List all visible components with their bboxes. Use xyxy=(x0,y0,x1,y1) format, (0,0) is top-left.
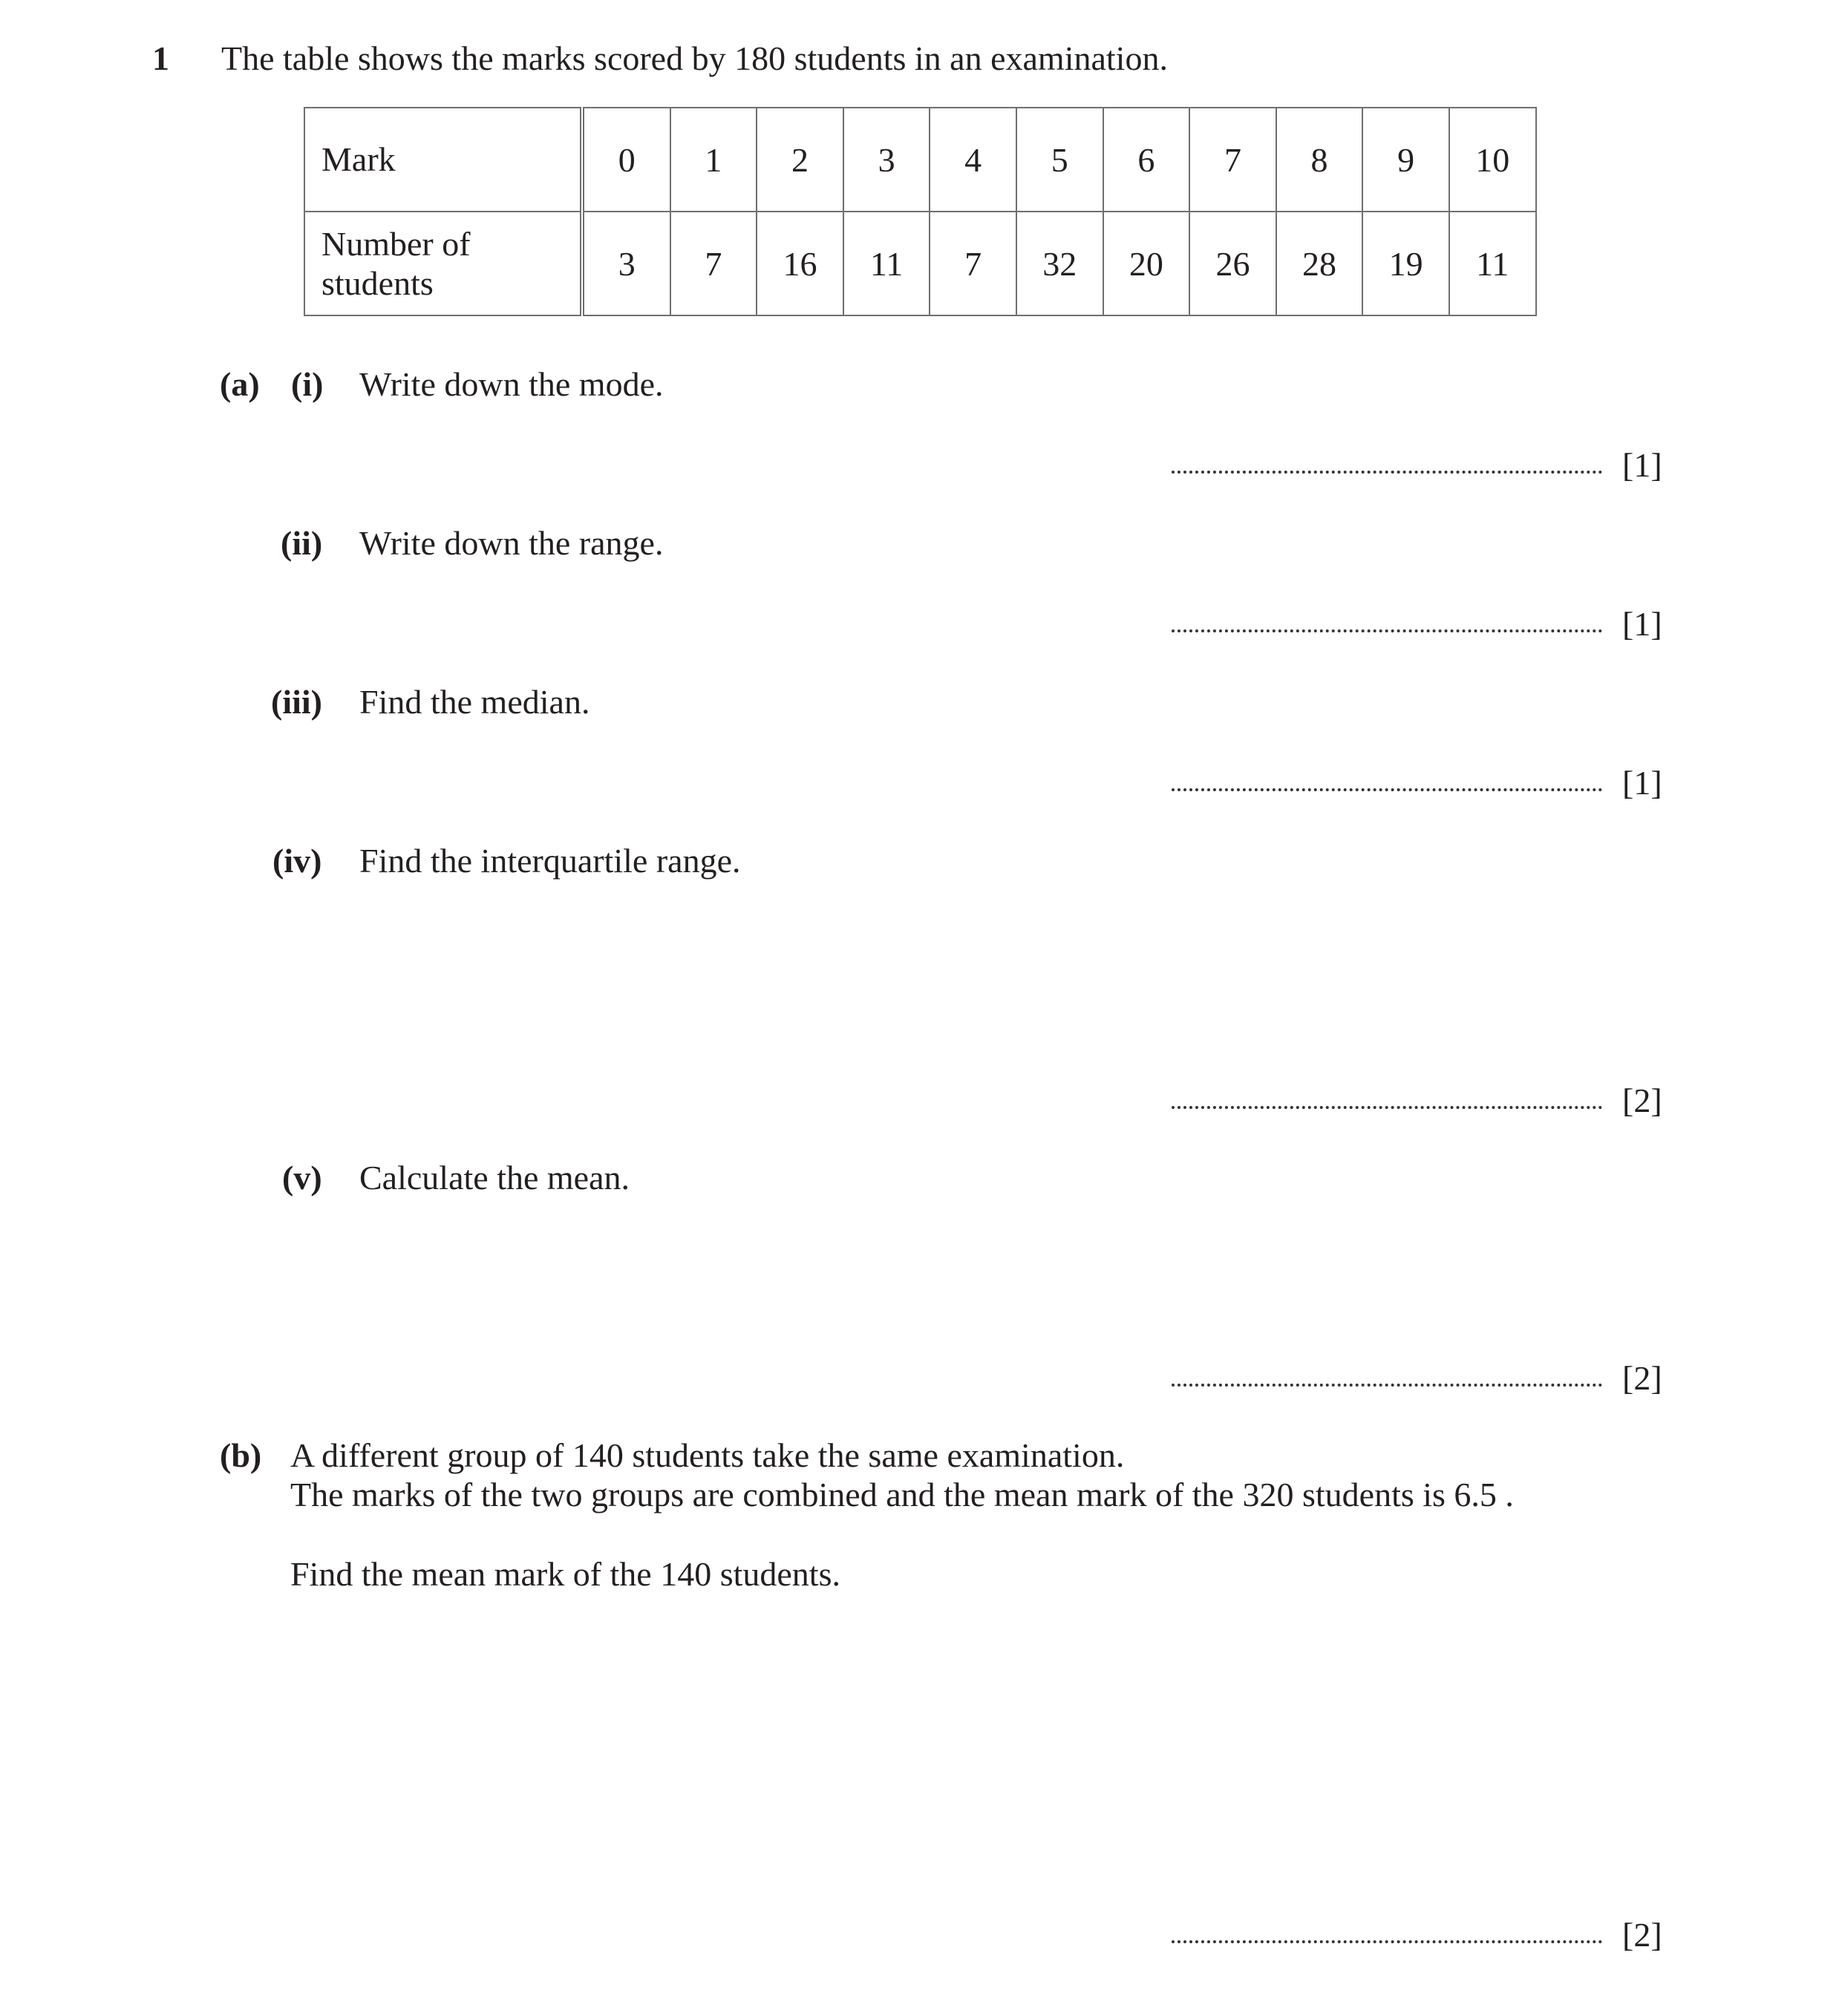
table-header-mark: Mark xyxy=(304,108,582,212)
table-row-marks xyxy=(304,108,1536,212)
question-number: 1 xyxy=(152,39,169,77)
table-cell-count: 16 xyxy=(757,212,843,315)
table-cell-count: 7 xyxy=(930,212,1016,315)
table-cell-mark: 0 xyxy=(582,108,670,212)
answer-line-iii[interactable] xyxy=(1172,788,1602,791)
table-cell-count: 32 xyxy=(1016,212,1103,315)
part-b-label: (b) xyxy=(220,1436,262,1474)
subpart-i-label: (i) xyxy=(291,365,324,403)
marks-iii: [1] xyxy=(1622,764,1662,802)
table-cell-count: 11 xyxy=(1449,212,1536,315)
header-line-2: students xyxy=(321,264,434,302)
subpart-i-text: Write down the mode. xyxy=(359,365,664,403)
table-cell-count: 3 xyxy=(582,212,670,315)
subpart-ii-label: (ii) xyxy=(281,524,323,562)
subpart-iv-label: (iv) xyxy=(272,842,322,880)
subpart-ii-text: Write down the range. xyxy=(359,524,664,562)
table-cell-mark: 6 xyxy=(1103,108,1190,212)
table-cell-mark: 5 xyxy=(1016,108,1103,212)
marks-table xyxy=(304,107,1537,316)
table-cell-count: 28 xyxy=(1276,212,1363,315)
table-cell-count: 7 xyxy=(670,212,757,315)
answer-line-b[interactable] xyxy=(1172,1940,1602,1943)
marks-ii: [1] xyxy=(1622,605,1662,643)
marks-v: [2] xyxy=(1622,1359,1662,1397)
table-cell-count: 19 xyxy=(1362,212,1449,315)
subpart-iv-text: Find the interquartile range. xyxy=(359,842,741,880)
table-cell-mark: 1 xyxy=(670,108,757,212)
header-line-1: Number of xyxy=(321,224,471,263)
table-cell-mark: 3 xyxy=(843,108,930,212)
table-cell-mark: 8 xyxy=(1276,108,1363,212)
part-b-line-3: Find the mean mark of the 140 students. xyxy=(290,1555,840,1593)
subpart-v-text: Calculate the mean. xyxy=(359,1159,630,1197)
part-b-line-1: A different group of 140 students take the same examination. xyxy=(290,1436,1125,1474)
marks-i: [1] xyxy=(1622,446,1662,484)
table-cell-mark: 9 xyxy=(1362,108,1449,212)
table-row-students xyxy=(304,212,1536,315)
table-cell-mark: 2 xyxy=(757,108,843,212)
table-header-students xyxy=(304,212,582,315)
subpart-iii-text: Find the median. xyxy=(359,683,590,721)
part-a-label: (a) xyxy=(220,365,260,403)
table-cell-count: 20 xyxy=(1103,212,1190,315)
question-intro: The table shows the marks scored by 180 students in an examination. xyxy=(221,39,1168,77)
answer-line-v[interactable] xyxy=(1172,1384,1602,1387)
answer-line-iv[interactable] xyxy=(1172,1106,1602,1109)
table-cell-count: 26 xyxy=(1189,212,1276,315)
table-cell-mark: 7 xyxy=(1189,108,1276,212)
answer-line-i[interactable] xyxy=(1172,471,1602,474)
marks-iv: [2] xyxy=(1622,1081,1662,1119)
table-cell-mark: 10 xyxy=(1449,108,1536,212)
subpart-v-label: (v) xyxy=(282,1159,322,1197)
answer-line-ii[interactable] xyxy=(1172,629,1602,632)
marks-b: [2] xyxy=(1622,1916,1662,1954)
table-cell-count: 11 xyxy=(843,212,930,315)
table-cell-mark: 4 xyxy=(930,108,1016,212)
part-b-line-2: The marks of the two groups are combined and the mean mark of the 320 students is 6.5 . xyxy=(290,1476,1514,1513)
subpart-iii-label: (iii) xyxy=(271,683,322,721)
